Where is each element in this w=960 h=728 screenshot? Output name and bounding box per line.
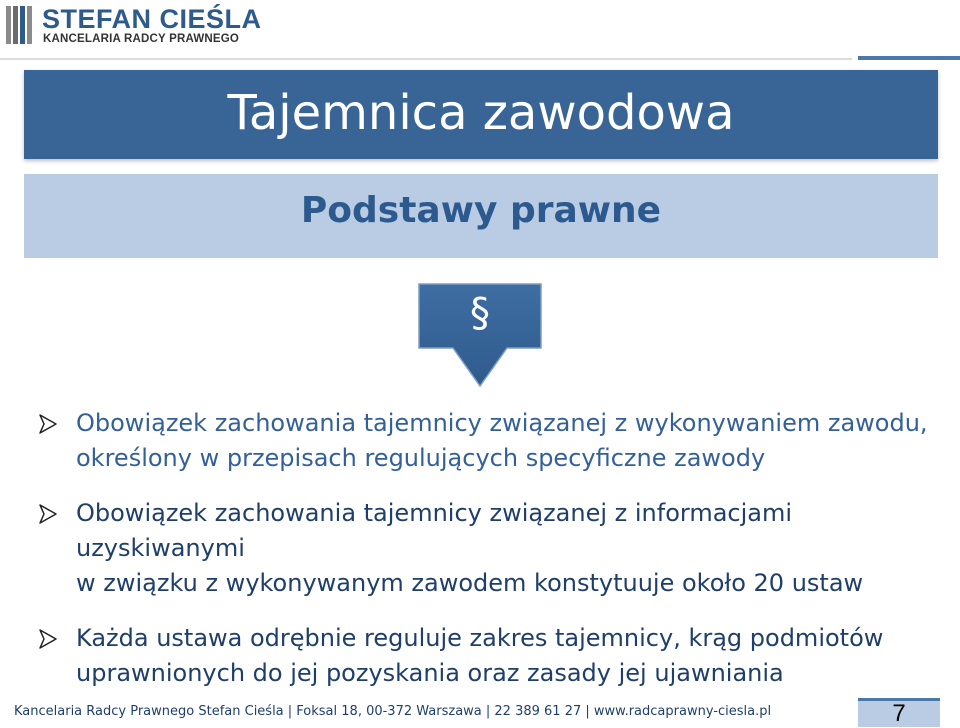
page-number: 7 bbox=[892, 700, 906, 727]
section-symbol: § bbox=[470, 290, 490, 336]
bullet-line: określony w przepisach regulujących specyficzne zawody bbox=[76, 444, 766, 472]
bullet-list bbox=[38, 406, 938, 691]
chevron-bullet-icon bbox=[38, 414, 58, 434]
slide-title: Tajemnica zawodowa bbox=[227, 85, 735, 141]
bullet-line: Każda ustawa odrębnie reguluje zakres tajemnicy, krąg podmiotów bbox=[76, 624, 884, 652]
bullet-item bbox=[38, 406, 938, 476]
logo-subtitle: KANCELARIA RADCY PRAWNEGO bbox=[43, 33, 240, 45]
page-number-box bbox=[858, 698, 940, 727]
slide-subtitle: Podstawy prawne bbox=[300, 190, 662, 231]
bullet-line: w związku z wykonywanym zawodem konstytuuje około 20 ustaw bbox=[76, 569, 864, 597]
bullet-line: uprawnionych do jej pozyskania oraz zasady jej ujawniania bbox=[76, 659, 784, 687]
chevron-bullet-icon bbox=[38, 629, 58, 649]
bullet-item bbox=[38, 621, 938, 691]
subtitle-bar bbox=[24, 174, 938, 258]
bullet-line: Obowiązek zachowania tajemnicy związanej z informacjami uzyskiwanymi bbox=[76, 499, 793, 562]
down-arrow-callout bbox=[417, 282, 543, 388]
header-divider bbox=[0, 58, 852, 60]
bullet-item bbox=[38, 496, 938, 601]
title-bar bbox=[24, 70, 938, 159]
logo-name: STEFAN CIEŚLA bbox=[42, 4, 262, 34]
header-divider-accent bbox=[858, 56, 960, 60]
bullet-line: Obowiązek zachowania tajemnicy związanej z wykonywaniem zawodu, bbox=[76, 409, 928, 437]
footer-text: Kancelaria Radcy Prawnego Stefan Cieśla | Foksal 18, 00-372 Warszawa | 22 389 61 27 | www.radcaprawny-ciesla.pl bbox=[14, 704, 772, 719]
chevron-bullet-icon bbox=[38, 504, 58, 524]
logo-bars-icon bbox=[6, 4, 32, 46]
